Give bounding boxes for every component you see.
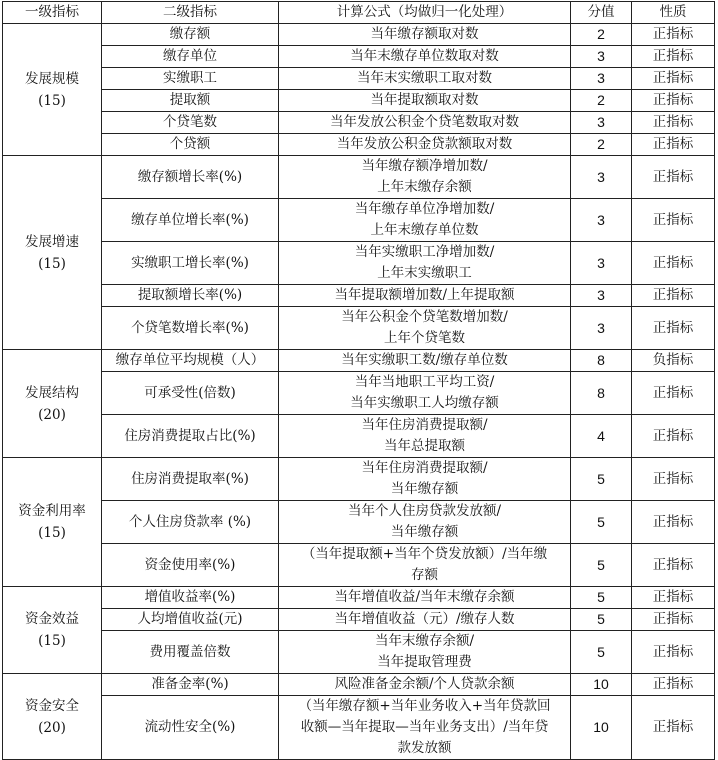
level2-name: 个贷笔数 — [102, 112, 279, 134]
formula-line: 上年末缴存单位数 — [370, 222, 479, 238]
score-cell: 3 — [571, 156, 632, 199]
header-formula: 计算公式（均做归一化处理） — [279, 2, 571, 24]
table-row — [3, 544, 715, 587]
level2-name: 提取额增长率(%) — [102, 285, 279, 307]
formula-line: 存额 — [411, 567, 438, 583]
nature-cell: 正指标 — [632, 372, 715, 415]
level1-score: (15) — [38, 525, 66, 541]
level1-score: (20) — [38, 406, 66, 423]
score-cell: 5 — [571, 544, 632, 587]
formula-cell — [279, 631, 571, 674]
level1-cell — [3, 458, 102, 587]
nature-cell: 正指标 — [632, 134, 715, 156]
table-row — [3, 46, 715, 68]
nature-cell: 正指标 — [632, 587, 715, 609]
formula-line: 当年提取额取对数 — [370, 92, 479, 108]
formula-cell — [279, 609, 571, 631]
table-row — [3, 696, 715, 760]
level2-name: 住房消费提取率(%) — [102, 458, 279, 501]
nature-cell: 正指标 — [632, 609, 715, 631]
indicator-table — [2, 1, 715, 760]
formula-line: 当年末缴存单位数取对数 — [350, 48, 499, 64]
formula-line: 当年当地职工平均工资/ — [354, 374, 495, 390]
score-cell: 8 — [571, 372, 632, 415]
formula-cell — [279, 307, 571, 350]
table-row — [3, 609, 715, 631]
table-row — [3, 90, 715, 112]
formula-cell — [279, 350, 571, 372]
table-row — [3, 156, 715, 199]
table-row — [3, 199, 715, 242]
formula-cell — [279, 696, 571, 760]
level2-name: 可承受性(倍数) — [102, 372, 279, 415]
score-cell: 3 — [571, 242, 632, 285]
formula-line: 当年末实缴职工取对数 — [357, 70, 492, 86]
formula-line: 当年住房消费提取额/ — [361, 460, 488, 476]
header-row — [3, 2, 715, 24]
level1-name: 资金效益 — [25, 611, 79, 627]
table-row — [3, 458, 715, 501]
table-row — [3, 307, 715, 350]
nature-cell: 正指标 — [632, 674, 715, 696]
nature-cell: 正指标 — [632, 458, 715, 501]
nature-cell: 正指标 — [632, 307, 715, 350]
formula-line: （当年提取额+当年个贷发放额）/当年缴 — [301, 546, 548, 562]
nature-cell: 正指标 — [632, 285, 715, 307]
score-cell: 2 — [571, 90, 632, 112]
level1-score: (15) — [38, 255, 66, 272]
formula-cell — [279, 68, 571, 90]
level2-name: 住房消费提取占比(%) — [102, 415, 279, 458]
score-cell: 3 — [571, 307, 632, 350]
formula-cell — [279, 415, 571, 458]
table-row — [3, 285, 715, 307]
level1-cell — [3, 156, 102, 350]
level1-name: 发展规模 — [25, 70, 79, 87]
table-row — [3, 631, 715, 674]
header-level1: 一级指标 — [3, 2, 102, 24]
nature-cell: 正指标 — [632, 242, 715, 285]
score-cell: 5 — [571, 458, 632, 501]
formula-line: 当年缴存单位净增加数/ — [354, 201, 495, 217]
table-row — [3, 68, 715, 90]
formula-cell — [279, 242, 571, 285]
formula-cell — [279, 587, 571, 609]
formula-line: 当年提取额增加数/上年提取额 — [334, 287, 515, 303]
level1-name: 发展增速 — [25, 233, 79, 250]
level2-name: 资金使用率(%) — [102, 544, 279, 587]
header-nature: 性质 — [632, 2, 715, 24]
nature-cell: 负指标 — [632, 350, 715, 372]
formula-line: 当年住房消费提取额/ — [361, 417, 488, 433]
level1-name: 发展结构 — [25, 384, 79, 401]
score-cell: 3 — [571, 46, 632, 68]
formula-cell — [279, 134, 571, 156]
table-row — [3, 134, 715, 156]
header-level2: 二级指标 — [102, 2, 279, 24]
level2-name: 实缴职工增长率(%) — [102, 242, 279, 285]
level1-score: (15) — [38, 633, 66, 649]
score-cell: 3 — [571, 68, 632, 90]
formula-cell — [279, 285, 571, 307]
formula-line: 上年末实缴职工 — [377, 265, 472, 281]
level1-name: 资金安全 — [25, 697, 79, 714]
formula-line: 当年缴存额净增加数/ — [361, 158, 488, 174]
table-row — [3, 501, 715, 544]
formula-line: 当年增值收益（元）/缴存人数 — [334, 611, 515, 627]
score-cell: 10 — [571, 674, 632, 696]
level2-name: 缴存单位 — [102, 46, 279, 68]
level1-cell — [3, 350, 102, 458]
level2-name: 缴存单位平均规模（人） — [102, 350, 279, 372]
nature-cell: 正指标 — [632, 24, 715, 46]
table-row — [3, 587, 715, 609]
nature-cell: 正指标 — [632, 112, 715, 134]
formula-line: 当年总提取额 — [384, 438, 465, 454]
formula-line: 当年缴存额取对数 — [370, 26, 479, 42]
formula-line: 当年发放公积金个贷笔数取对数 — [330, 114, 519, 130]
formula-cell — [279, 46, 571, 68]
formula-line: 收额—当年提取—当年业务支出）/当年贷 — [300, 719, 549, 735]
level2-name: 准备金率(%) — [102, 674, 279, 696]
formula-line: 当年实缴职工净增加数/ — [354, 244, 495, 260]
table-row — [3, 372, 715, 415]
level1-name: 资金利用率 — [18, 503, 86, 519]
formula-line: 当年缴存额 — [390, 481, 459, 497]
score-cell: 3 — [571, 199, 632, 242]
formula-cell — [279, 674, 571, 696]
formula-line: 当年公积金个贷笔数增加数/ — [341, 309, 508, 325]
table-row — [3, 674, 715, 696]
score-cell: 3 — [571, 112, 632, 134]
nature-cell: 正指标 — [632, 199, 715, 242]
level2-name: 缴存单位增长率(%) — [102, 199, 279, 242]
level2-name: 缴存额增长率(%) — [102, 156, 279, 199]
nature-cell: 正指标 — [632, 156, 715, 199]
nature-cell: 正指标 — [632, 46, 715, 68]
formula-cell — [279, 458, 571, 501]
nature-cell: 正指标 — [632, 90, 715, 112]
formula-line: 当年提取管理费 — [377, 654, 472, 670]
header-score: 分值 — [571, 2, 632, 24]
formula-cell — [279, 544, 571, 587]
score-cell: 2 — [571, 24, 632, 46]
formula-line: 当年实缴职工数/缴存单位数 — [341, 352, 508, 368]
level2-name: 增值收益率(%) — [102, 587, 279, 609]
table-row — [3, 242, 715, 285]
level2-name: 实缴职工 — [102, 68, 279, 90]
formula-cell — [279, 199, 571, 242]
level2-name: 费用覆盖倍数 — [102, 631, 279, 674]
formula-cell — [279, 372, 571, 415]
score-cell: 5 — [571, 631, 632, 674]
formula-line: 上年末缴存余额 — [377, 179, 472, 195]
level1-cell — [3, 674, 102, 760]
formula-line: 当年末缴存余额/ — [374, 633, 475, 649]
formula-cell — [279, 156, 571, 199]
nature-cell: 正指标 — [632, 501, 715, 544]
level2-name: 流动性安全(%) — [102, 696, 279, 760]
table-header — [3, 2, 715, 24]
formula-line: 当年实缴职工人均缴存额 — [350, 395, 499, 411]
nature-cell: 正指标 — [632, 415, 715, 458]
level2-name: 人均增值收益(元) — [102, 609, 279, 631]
level1-score: (20) — [38, 719, 66, 736]
score-cell: 10 — [571, 696, 632, 760]
level2-name: 个贷笔数增长率(%) — [102, 307, 279, 350]
nature-cell: 正指标 — [632, 544, 715, 587]
formula-line: 当年增值收益/当年末缴存余额 — [334, 589, 515, 605]
formula-line: 当年发放公积金贷款额取对数 — [336, 136, 513, 152]
level2-name: 个人住房贷款率 (%) — [102, 501, 279, 544]
table-row — [3, 112, 715, 134]
score-cell: 2 — [571, 134, 632, 156]
level1-cell — [3, 587, 102, 674]
table-row — [3, 415, 715, 458]
table-row — [3, 24, 715, 46]
table-body — [3, 24, 715, 760]
score-cell: 3 — [571, 285, 632, 307]
score-cell: 5 — [571, 501, 632, 544]
nature-cell: 正指标 — [632, 696, 715, 760]
formula-cell — [279, 24, 571, 46]
score-cell: 5 — [571, 587, 632, 609]
formula-line: 当年个人住房贷款发放额/ — [347, 503, 502, 519]
level1-score: (15) — [38, 92, 66, 109]
level2-name: 提取额 — [102, 90, 279, 112]
level2-name: 缴存额 — [102, 24, 279, 46]
level1-cell — [3, 24, 102, 156]
formula-cell — [279, 501, 571, 544]
table-row — [3, 350, 715, 372]
formula-line: （当年缴存额+当年业务收入+当年贷款回 — [298, 698, 551, 714]
formula-line: 风险准备金余额/个人贷款余额 — [334, 676, 515, 692]
score-cell: 8 — [571, 350, 632, 372]
formula-cell — [279, 112, 571, 134]
level2-name: 个贷额 — [102, 134, 279, 156]
nature-cell: 正指标 — [632, 631, 715, 674]
formula-line: 上年个贷笔数 — [384, 330, 465, 346]
formula-line: 当年缴存额 — [390, 524, 459, 540]
score-cell: 4 — [571, 415, 632, 458]
score-cell: 5 — [571, 609, 632, 631]
nature-cell: 正指标 — [632, 68, 715, 90]
formula-cell — [279, 90, 571, 112]
formula-line: 款发放额 — [397, 740, 452, 756]
